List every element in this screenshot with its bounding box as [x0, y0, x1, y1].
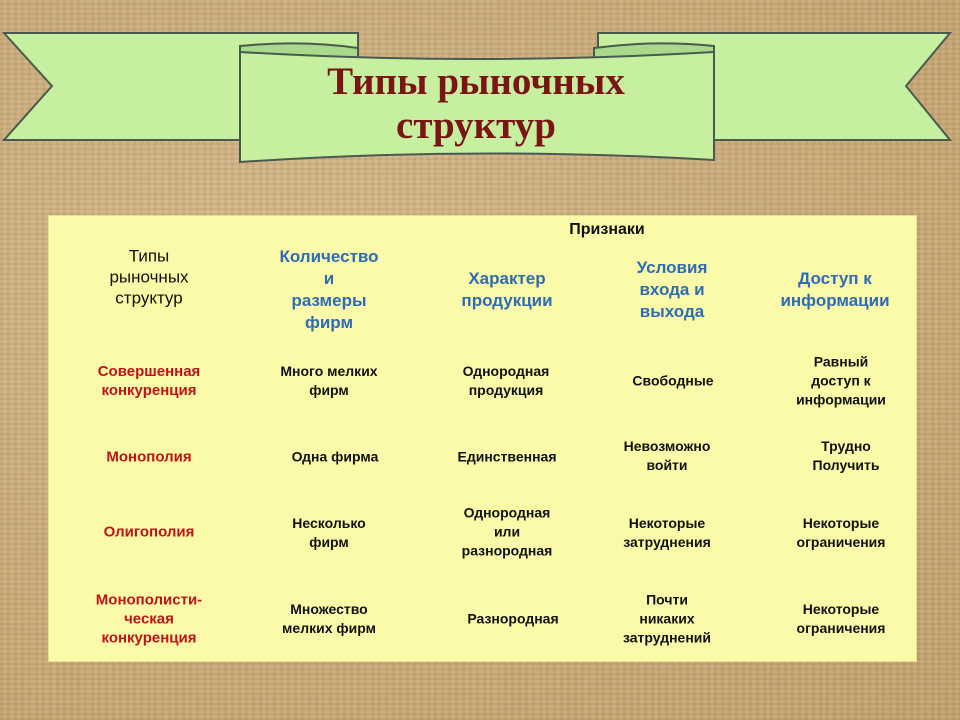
cell-line: доступ к [811, 372, 871, 389]
row-name-oligopoly [69, 523, 229, 542]
cell-line: Почти [646, 591, 688, 608]
cell-line: Трудно [821, 438, 871, 454]
table-cell [771, 437, 921, 475]
row-name-line: Монополисти- [95, 591, 203, 609]
cell-line: войти [646, 457, 688, 473]
cell-line: фирм [309, 534, 349, 550]
column-header-entry [602, 257, 742, 323]
title-line-1: Типы рыночных [327, 60, 625, 103]
column-header-line: фирм [304, 313, 354, 332]
row-name-line: Олигополия [103, 523, 195, 541]
cell-line: фирм [309, 382, 349, 398]
cell-line: Несколько [292, 515, 366, 531]
row-header-line: структур [115, 288, 183, 308]
table-cell [254, 362, 404, 400]
cell-line: продукция [468, 382, 544, 398]
table-cell [592, 591, 742, 648]
table-cell [254, 600, 404, 638]
row-name-line: Совершенная [97, 363, 201, 380]
column-header-line: Условия [636, 258, 708, 277]
cell-line: ограничения [796, 620, 886, 636]
column-header-line: Характер [468, 269, 546, 288]
table-cell [438, 610, 588, 629]
column-header-line: входа и [639, 280, 705, 299]
column-header-line: и [323, 269, 335, 288]
row-header-line: рыночных [109, 267, 189, 287]
table-cell [766, 353, 916, 410]
table-cell [254, 514, 404, 552]
cell-line: затруднений [622, 629, 712, 646]
cell-line: Свободные [632, 372, 714, 389]
page-title [248, 52, 704, 156]
table-cell [766, 514, 916, 552]
cell-line: Получить [812, 457, 880, 473]
table-cell [432, 504, 582, 561]
cell-line: Некоторые [802, 601, 880, 617]
row-name-line: ческая [124, 610, 174, 628]
cell-line: затруднения [623, 534, 711, 550]
cell-line: Однородная [462, 363, 550, 379]
table-cell [598, 372, 748, 391]
cell-line: разнородная [461, 542, 553, 559]
row-name-perfect-competition [69, 362, 229, 400]
column-header-line: информации [780, 291, 890, 310]
title-line-2: структур [396, 104, 556, 147]
row-name-monopolistic-competition [69, 591, 229, 648]
cell-line: Некоторые [628, 515, 706, 531]
column-header-information [755, 268, 915, 312]
cell-line: Некоторые [802, 515, 880, 531]
cell-line: Невозможно [623, 438, 711, 454]
row-header [74, 246, 224, 309]
cell-line: Много мелких [280, 363, 378, 379]
column-header-line: продукции [461, 291, 553, 310]
cell-line: никаких [639, 610, 695, 627]
table-cell [592, 514, 742, 552]
table-cell [260, 448, 410, 467]
cell-line: ограничения [796, 534, 886, 550]
table-cell [431, 362, 581, 400]
cell-line: Однородная [463, 504, 551, 521]
cell-line: Множество [290, 601, 368, 617]
column-header-line: размеры [291, 291, 367, 310]
cell-line: Единственная [457, 448, 557, 465]
cell-line: Одна фирма [291, 448, 379, 465]
cell-line: информации [796, 391, 886, 408]
row-name-line: конкуренция [101, 629, 197, 647]
table-cell [432, 448, 582, 467]
cell-line: Равный [813, 353, 869, 370]
cell-line: или [493, 523, 521, 540]
row-name-line: Монополия [106, 448, 192, 466]
column-header-firms [259, 246, 399, 334]
column-header-product [432, 268, 582, 312]
table-cell [592, 437, 742, 475]
table-panel [48, 215, 917, 662]
row-name-line: конкуренция [101, 382, 197, 399]
cell-line: Разнородная [467, 610, 559, 627]
row-name-monopoly [69, 448, 229, 467]
group-header: Признаки [569, 221, 645, 238]
column-header-line: Количество [279, 247, 379, 266]
column-header-line: выхода [639, 302, 705, 321]
row-header-line: Типы [128, 246, 170, 266]
table-cell [766, 600, 916, 638]
column-header-line: Доступ к [798, 269, 872, 288]
cell-line: мелких фирм [282, 620, 376, 636]
